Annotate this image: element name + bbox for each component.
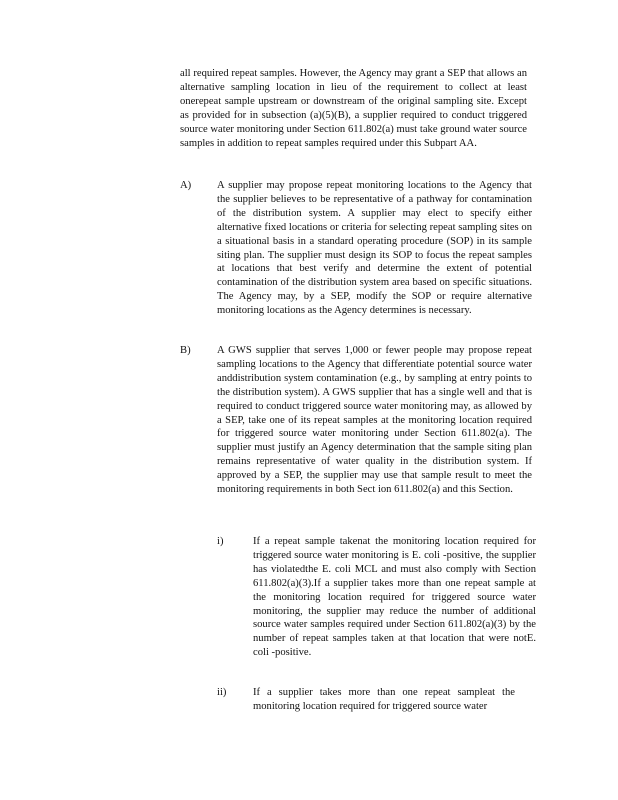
item-paragraph-a: A supplier may propose repeat monitoring locations to the Agency that the supplier believes to be representative of a pathway for contamination of the distribution system. A supplier may elect to specify either alternative fixed locations or criteria for selecting repeat sampling sites on a situational basis in a standard operating procedure (SOP) in its sample siting plan. The supplier must design its SOP to focus the repeat samples at locations that best verify and determine the extent of potential contamination of the distribution system area based on specific situations. The Agency may, by a SEP, modify the SOP or require alternative monitoring locations as the Agency determines is necessary.: [217, 180, 532, 317]
item-label-a: A): [180, 180, 192, 191]
intro-paragraph: all required repeat samples. However, the Agency may grant a SEP that allows an alternative sampling location in lieu of the requirement to collect at least onerepeat sample upstream or downstream of the original sampling site. Except as provided for in subsection (a)(5)(B), a supplier required to conduct triggered source water monitoring under Section 611.802(a) must take ground water source samples in addition to repeat samples required under this Subpart AA.: [180, 68, 527, 149]
subitem-label-ii: ii): [217, 687, 227, 698]
subitem-paragraph-ii: If a supplier takes more than one repeat sampleat the monitoring location required for triggered source water: [253, 687, 515, 712]
item-paragraph-b: A GWS supplier that serves 1,000 or fewer people may propose repeat sampling locations to the Agency that differentiate potential source water anddistribution system contamination (e.g., by sampling at entry points to the distribution system). A GWS supplier that has a single well and that is required to conduct triggered source water monitoring may, as allowed by a SEP, take one of its repeat samples at the monitoring location required for triggered source water monitoring under Section 611.802(a). The supplier must justify an Agency determination that the sample siting plan remains representative of water quality in the distribution system. If approved by a SEP, the supplier may use that sample result to meet the monitoring requirements in both Sect ion 611.802(a) and this Section.: [217, 345, 532, 496]
item-label-b: B): [180, 345, 191, 356]
subitem-paragraph-i: If a repeat sample takenat the monitoring location required for triggered source water monitoring is E. coli -positive, the supplier has violatedthe E. coli MCL and must also comply with Section 611.802(a)(3).If a supplier takes more than one repeat sample at the monitoring location required for triggered source water monitoring, the supplier may reduce the number of additional source water samples required under Section 611.802(a)(3) by the number of repeat samples taken at that location that were notE. coli -positive.: [253, 536, 536, 659]
subitem-label-i: i): [217, 536, 224, 547]
